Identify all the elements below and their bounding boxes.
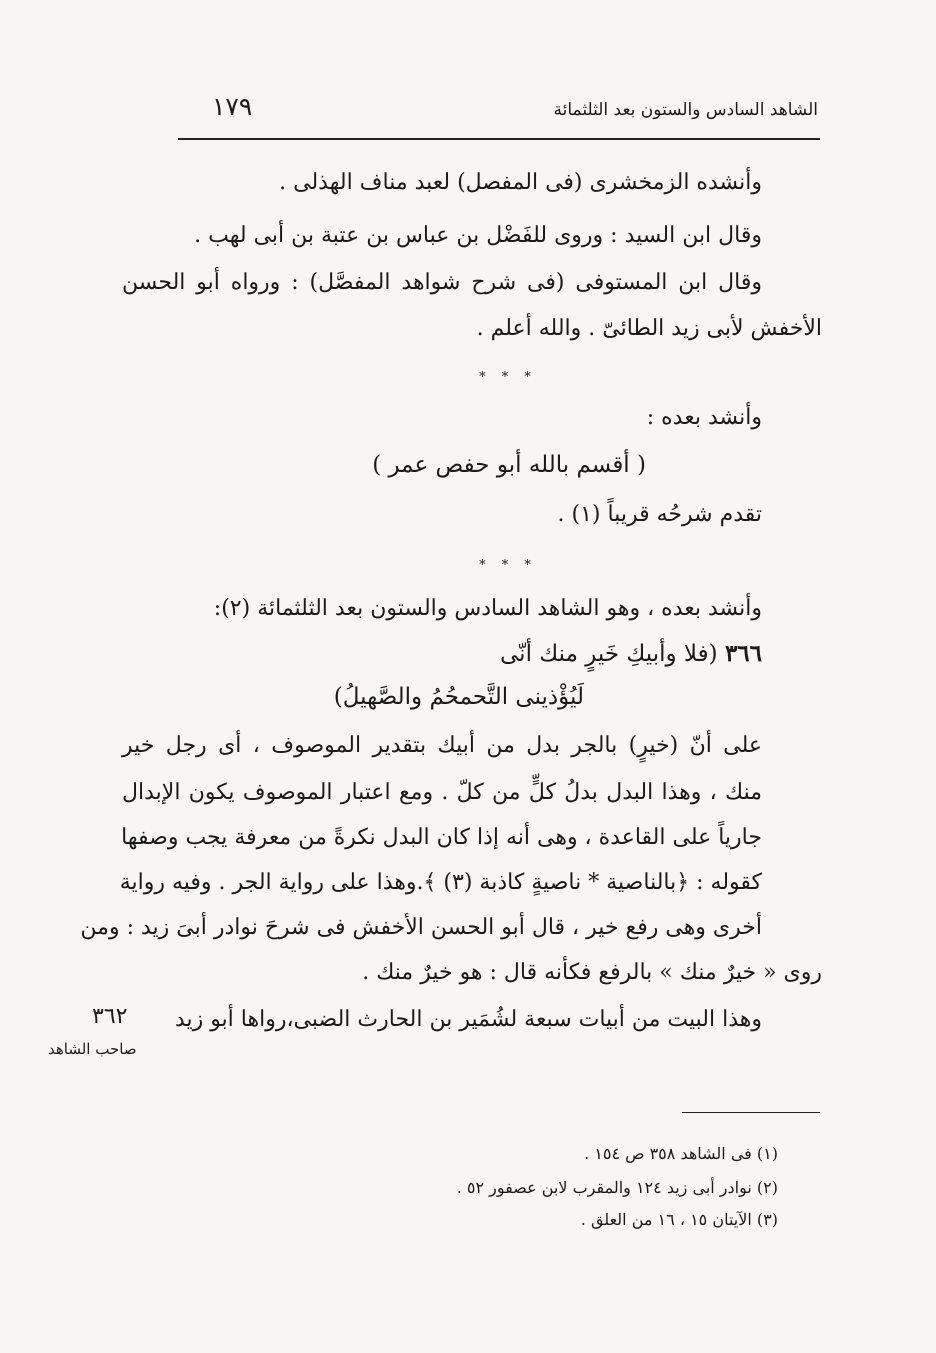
footnote: (٣) الآيتان ١٥ ، ١٦ من العلق . [580, 1210, 778, 1229]
verse-second-hemistich: لَيُؤْذينى التَّحمحُمُ والصَّهيلُ) [333, 684, 584, 710]
verse-number: ٣٦٦ [724, 640, 762, 667]
section-separator: * * * [479, 558, 537, 573]
section-separator: * * * [479, 370, 537, 385]
text-line: وأنشده الزمخشرى (فى المفصل) لعبد مناف الهذلى . [279, 170, 762, 195]
verse-text: (فلا وأبيكِ خَيرٍ منك أنّى [500, 641, 718, 667]
paragraph-line: أخرى وهى رفع خير ، قال أبو الحسن الأخفش فى شرحَ نوادر أبىَ زيد : ومن [80, 915, 762, 940]
text-line: وقال ابن السيد : وروى للفَضْل بن عباس بن عتبة بن أبى لهب . [194, 223, 762, 248]
margin-reference-number: ٣٦٢ [92, 1004, 128, 1029]
paragraph-line: وهذا البيت من أبيات سبعة لشُمَير بن الحارث الضبى،رواها أبو زيد [174, 1007, 762, 1032]
text-line: الأخفش لأبى زيد الطائىّ . والله أعلم . [476, 316, 822, 341]
paragraph-line: على أنّ (خيرٍ) بالجر بدل من أبيك بتقدير الموصوف ، أى رجل خير [122, 733, 762, 758]
text-line: تقدم شرحُه قريباً (١) . [557, 502, 762, 527]
paragraph-line: كقوله : ﴿بالناصية * ناصيةٍ كاذبة (٣) ﴾.وهذا على رواية الجر . وفيه رواية [119, 870, 762, 895]
footnote: (١) فى الشاهد ٣٥٨ ص ١٥٤ . [584, 1144, 778, 1163]
footnote: (٢) نوادر أبى زيد ١٢٤ والمقرب لابن عصفور ٥٢ . [456, 1178, 778, 1197]
running-header-title: الشاهد السادس والستون بعد الثلثمائة [553, 100, 818, 120]
page-number: ١٧٩ [212, 92, 253, 121]
text-line: وأنشد بعده ، وهو الشاهد السادس والستون بعد الثلثمائة (٢): [213, 596, 762, 621]
footnote-divider [682, 1112, 820, 1113]
paragraph-line: منك ، وهذا البدل بدلُ كلٍّ من كلّ . ومع اعتبار الموصوف يكون الإبدال [122, 780, 762, 805]
header-divider [178, 138, 820, 140]
verse-fragment: ( أقسم بالله أبو حفص عمر ) [372, 452, 646, 478]
text-line: وقال ابن المستوفى (فى شرح شواهد المفصَّل) : ورواه أبو الحسن [122, 270, 762, 295]
paragraph-line: روى « خيرٌ منك » بالرفع فكأنه قال : هو خيرٌ منك . [362, 960, 822, 985]
text-line: وأنشد بعده : [646, 405, 762, 430]
verse-first-hemistich [500, 640, 762, 667]
paragraph-line: جارياً على القاعدة ، وهى أنه إذا كان البدل نكرةً من معرفة يجب وصفها [121, 825, 762, 850]
margin-reference-label: صاحب الشاهد [48, 1040, 137, 1058]
